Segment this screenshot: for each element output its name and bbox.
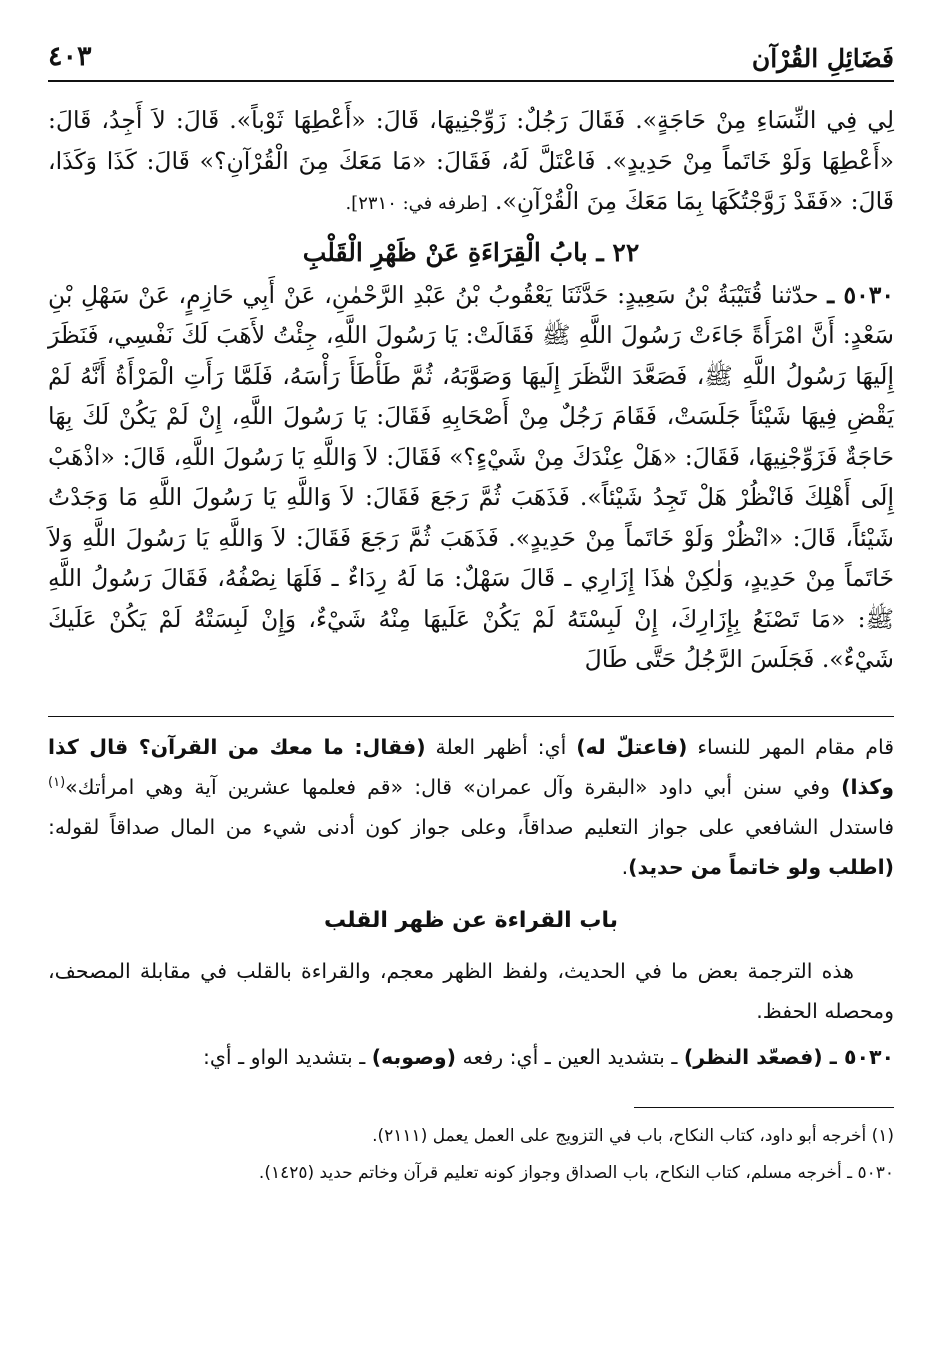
commentary-paragraph-3 [48, 1037, 894, 1077]
tarafuh-reference: [طرفه في: ٢٣١٠]. [345, 193, 488, 214]
hadith-5030 [48, 275, 894, 680]
commentary-separator [48, 716, 894, 717]
running-title: فَضَائِلِ القُرْآن [751, 44, 894, 73]
hadith-number: ٥٠٣٠ ـ [827, 280, 894, 309]
commentary-quote: (فصعّد النظر) [683, 1044, 823, 1069]
commentary-text: . [621, 854, 629, 879]
footnote-separator [634, 1107, 894, 1108]
footnote-2: ٥٠٣٠ ـ أخرجه مسلم، كتاب النكاح، باب الصداق وجواز كونه تعليم قرآن وخاتم حديد (١٤٢٥). [258, 1162, 894, 1183]
commentary-text: فاستدل الشافعي على جواز التعليم صداقاً، وعلى جواز كون أدنى شيء من المال صداقاً لقوله: [48, 814, 894, 839]
commentary-heading: باب القراءة عن ظهر القلب [323, 907, 619, 933]
commentary-text: وفي سنن أبي داود «البقرة وآل عمران» قال: «قم فعلمها عشرين آية وهي امرأتك» [65, 774, 842, 799]
commentary-quote: (فاعتلّ له) [576, 734, 688, 759]
commentary-paragraph-1 [48, 727, 894, 887]
commentary-text: قام مقام المهر للنساء [687, 734, 895, 759]
chapter-title: ٢٢ ـ بابُ الْقِرَاءَةِ عَنْ ظَهْرِ الْقَلْبِ [302, 237, 640, 267]
hadith-continuation [48, 100, 894, 225]
main-text [48, 100, 894, 680]
book-page [48, 30, 894, 1330]
commentary-text: ـ بتشديد الواو ـ أي: [202, 1044, 372, 1069]
page-header [48, 30, 894, 82]
commentary-paragraph-2: هذه الترجمة بعض ما في الحديث، ولفظ الظهر معجم، والقراءة بالقلب في مقابلة المصحف، ومحصله الحفظ. [48, 958, 894, 1023]
commentary-quote: (اطلب ولو خاتماً من حديد) [628, 854, 894, 879]
hadith-continuation-text: لِي فِي النِّسَاءِ مِنْ حَاجَةٍ». فَقَالَ رَجُلٌ: زَوِّجْنِيهَا، قَالَ: «أَعْطِهَا ثَوْباً». قَالَ: لاَ أَجِدُ، قَالَ: «أَعْطِهَا وَلَوْ خَاتَماً مِنْ حَدِيدٍ». فَاعْتَلَّ لَهُ، فَقَالَ: «مَا مَعَكَ مِنَ الْقُرْآنِ؟» قَالَ: كَذَا وَكَذَا، قَالَ: «فَقَدْ زَوَّجْتُكَهَا بِمَا مَعَكَ مِنَ الْقُرْآنِ». [48, 106, 894, 215]
footnote-reference[interactable]: (١) [48, 774, 66, 790]
hadith-text: حدّثنا قُتَيْبَةُ بْنُ سَعِيدٍ: حَدَّثَنَا يَعْقُوبُ بْنُ عَبْدِ الرَّحْمٰنِ، عَنْ أَبِي حَازِمٍ، عَنْ سَهْلِ بْنِ سَعْدٍ: أَنَّ امْرَأَةً جَاءَتْ رَسُولَ اللَّهِ ﷺ فَقَالَتْ: يَا رَسُولَ اللَّهِ، جِئْتُ لأَهَبَ لَكَ نَفْسِي، فَنَظَرَ إِلَيهَا رَسُولُ اللَّهِ ﷺ، فَصَعَّدَ النَّظَرَ إِلَيهَا وَصَوَّبَهُ، ثُمَّ طَأْطَأَ رَأْسَهُ، فَلَمَّا رَأَتِ الْمَرْأَةُ أَنَّهُ لَمْ يَقْضِ فِيهَا شَيْئاً جَلَسَتْ، فَقَامَ رَجُلٌ مِنْ أَصْحَابِهِ فَقَالَ: يَا رَسُولَ اللَّهِ، إِنْ لَمْ يَكُنْ لَكَ بِهَا حَاجَةٌ فَزَوِّجْنِيهَا، فَقَالَ: «هَلْ عِنْدَكَ مِنْ شَيْءٍ؟» فَقَالَ: لاَ وَاللَّهِ يَا رَسُولَ اللَّهِ، قَالَ: «اذْهَبْ إِلَى أَهْلِكَ فَانْظُرْ هَلْ تَجِدُ شَيْئاً». فَذَهَبَ ثُمَّ رَجَعَ فَقَالَ: لاَ وَاللَّهِ يَا رَسُولَ اللَّهِ مَا وَجَدْتُ شَيْئاً، قَالَ: «انْظُرْ وَلَوْ خَاتَماً مِنْ حَدِيدٍ». فَذَهَبَ ثُمَّ رَجَعَ فَقَالَ: لاَ وَاللَّهِ يَا رَسُولَ اللَّهِ وَلاَ خَاتَماً مِنْ حَدِيدٍ، وَلٰكِنْ هٰذَا إِزَارِي ـ قَالَ سَهْلٌ: مَا لَهُ رِدَاءٌ ـ فَلَهَا نِصْفُهُ، فَقَالَ رَسُولُ اللَّهِ ﷺ: «مَا تَصْنَعُ بِإِزَارِكَ، إِنْ لَبِسْتَهُ لَمْ يَكُنْ عَلَيهَا مِنْهُ شَيْءٌ، وَإِنْ لَبِسَتْهُ لَمْ يَكُنْ عَلَيكَ شَيْءٌ». فَجَلَسَ الرَّجُلُ حَتَّى طَالَ [48, 280, 894, 673]
commentary-text: أي: أظهر العلة [425, 734, 577, 759]
commentary-text: ـ بتشديد العين ـ أي: رفعه [456, 1044, 684, 1069]
commentary-hadith-number: ٥٠٣٠ ـ [822, 1044, 894, 1069]
footnote-1: (١) أخرجه أبو داود، كتاب النكاح، باب في التزويج على العمل يعمل (٢١١١). [372, 1125, 894, 1146]
commentary-quote: (فقال: ما معك من القرآن؟ قال كذا وكذا) [48, 734, 894, 799]
page-number: ٤٠٣ [48, 41, 92, 72]
commentary-quote: (وصوبه) [371, 1044, 457, 1069]
footnotes [48, 1118, 894, 1192]
commentary [48, 727, 894, 1077]
